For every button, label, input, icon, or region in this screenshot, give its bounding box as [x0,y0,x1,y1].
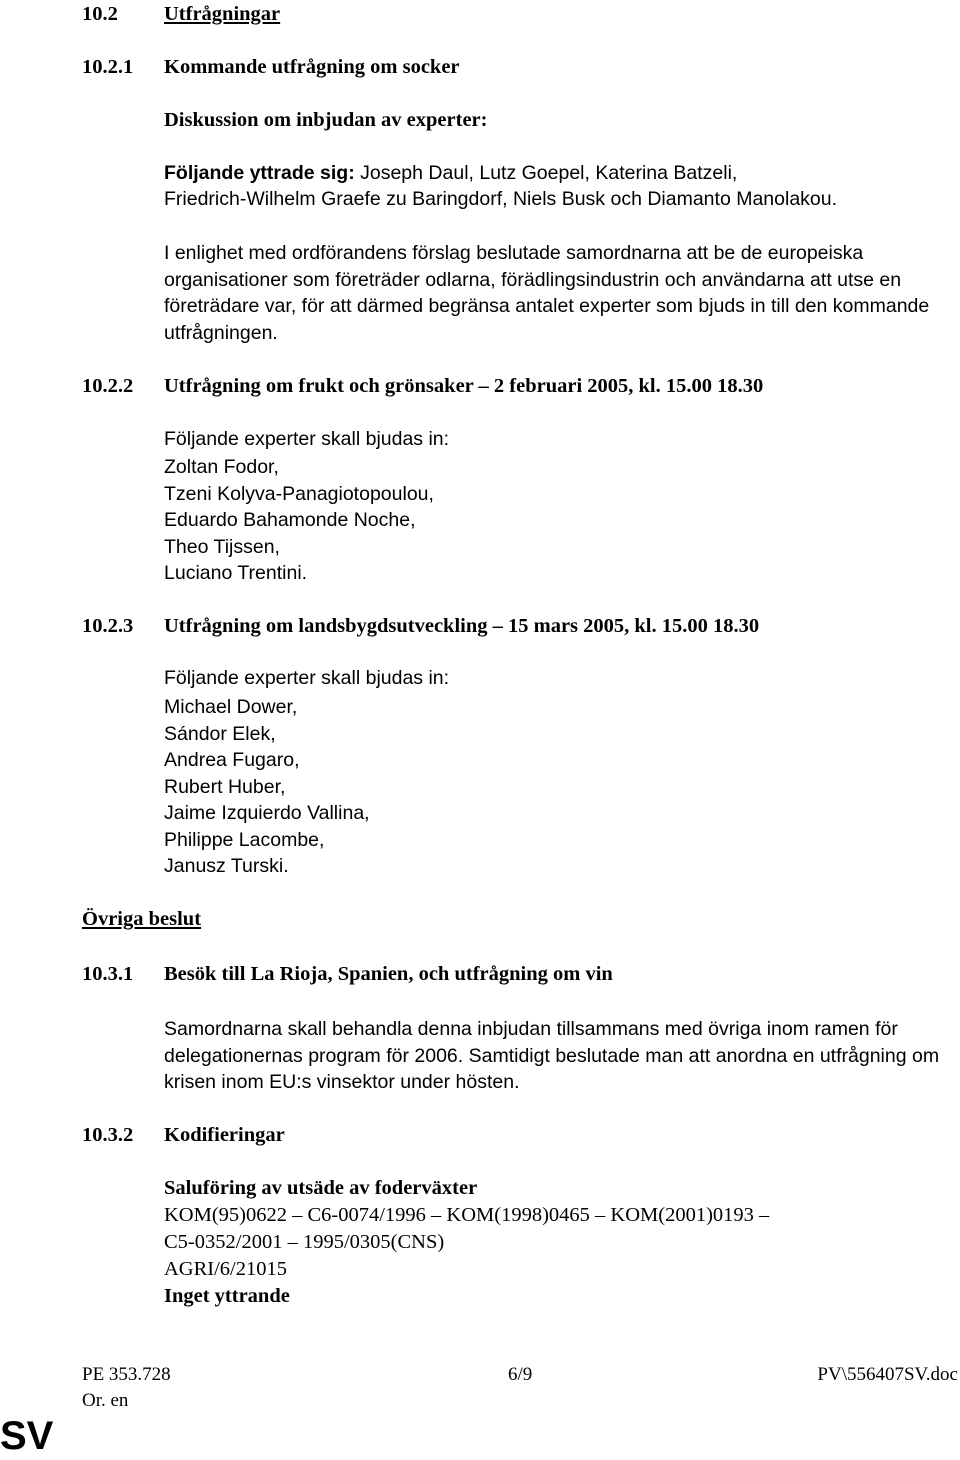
experts-list-frukt [164,454,434,587]
codification-subject: Saluföring av utsäde av foderväxter [164,1177,478,1199]
list-item: Eduardo Bahamonde Noche, [164,509,416,531]
la-rioja-paragraph: Samordnarna skall behandla denna inbjudan tillsammans med övriga inom ramen för delegationernas program för 2006. Samtidigt beslutade man att anordna en utfrågning om krisen inom EU:s vinsektor under hösten. [164,1018,940,1093]
list-item: Andrea Fugaro, [164,749,300,771]
speakers-label: Följande yttrade sig: [164,162,355,184]
footer-original-language: Or. en [82,1390,129,1411]
reference-line-1: KOM(95)0622 – C6-0074/1996 – KOM(1998)0465 – KOM(2001)0193 – [164,1204,770,1226]
list-item: Michael Dower, [164,696,298,718]
list-item: Jaime Izquierdo Vallina, [164,802,370,824]
list-item: Rubert Huber, [164,775,286,798]
section-number-10-2-2: 10.2.2 [82,375,134,397]
section-title-utfragningar: Utfrågningar [164,3,281,25]
experts-intro-landsbygd: Följande experter skall bjudas in: [164,667,450,689]
codification-conclusion: Inget yttrande [164,1285,290,1307]
section-title-ovriga-beslut: Övriga beslut [82,908,202,930]
section-number-10-2-3: 10.2.3 [82,615,134,637]
section-title-kodifieringar: Kodifieringar [164,1124,285,1146]
list-item: Theo Tijssen, [164,535,280,558]
section-number-10-2: 10.2 [82,3,118,25]
speakers-line-2: Friedrich-Wilhelm Graefe zu Baringdorf, Niels Busk och Diamanto Manolakou. [164,188,838,210]
list-item: Luciano Trentini. [164,562,308,584]
footer-page-number: 6/9 [508,1364,533,1385]
list-item: Zoltan Fodor, [164,456,279,478]
section-title-landsbygd: Utfrågning om landsbygdsutveckling – 15 mars 2005, kl. 15.00 18.30 [164,615,760,637]
section-number-10-3-1: 10.3.1 [82,963,134,985]
footer-doc-reference: PV\556407SV.doc [817,1364,958,1385]
section-title-la-rioja: Besök till La Rioja, Spanien, och utfrågning om vin [164,963,613,985]
section-number-10-3-2: 10.3.2 [82,1124,134,1146]
reference-line-2: C5-0352/2001 – 1995/0305(CNS) [164,1231,445,1253]
experts-intro-frukt: Följande experter skall bjudas in: [164,428,450,450]
decision-paragraph: I enlighet med ordförandens förslag beslutade samordnarna att be de europeiska organisationer som företräder odlarna, förädlingsindustrin och användarna att utse en företrädare var, för att därmed begränsa antalet experter som bjuds in till den kommande utfrågningen. [164,242,930,344]
experts-list-landsbygd [164,694,370,880]
list-item: Sándor Elek, [164,722,276,745]
list-item: Philippe Lacombe, [164,828,325,851]
footer-pe-number: PE 353.728 [82,1364,171,1385]
reference-line-3: AGRI/6/21015 [164,1258,287,1280]
speakers-line-1 [164,162,737,185]
section-title-socker: Kommande utfrågning om socker [164,56,460,78]
section-title-frukt: Utfrågning om frukt och grönsaker – 2 februari 2005, kl. 15.00 18.30 [164,375,764,397]
list-item: Janusz Turski. [164,855,289,877]
section-number-10-2-1: 10.2.1 [82,56,134,78]
subheading-discussion: Diskussion om inbjudan av experter: [164,109,488,131]
footer-language-code: SV [0,1414,54,1458]
list-item: Tzeni Kolyva-Panagiotopoulou, [164,482,434,505]
speakers-names-1: Joseph Daul, Lutz Goepel, Katerina Batzeli, [354,162,738,184]
